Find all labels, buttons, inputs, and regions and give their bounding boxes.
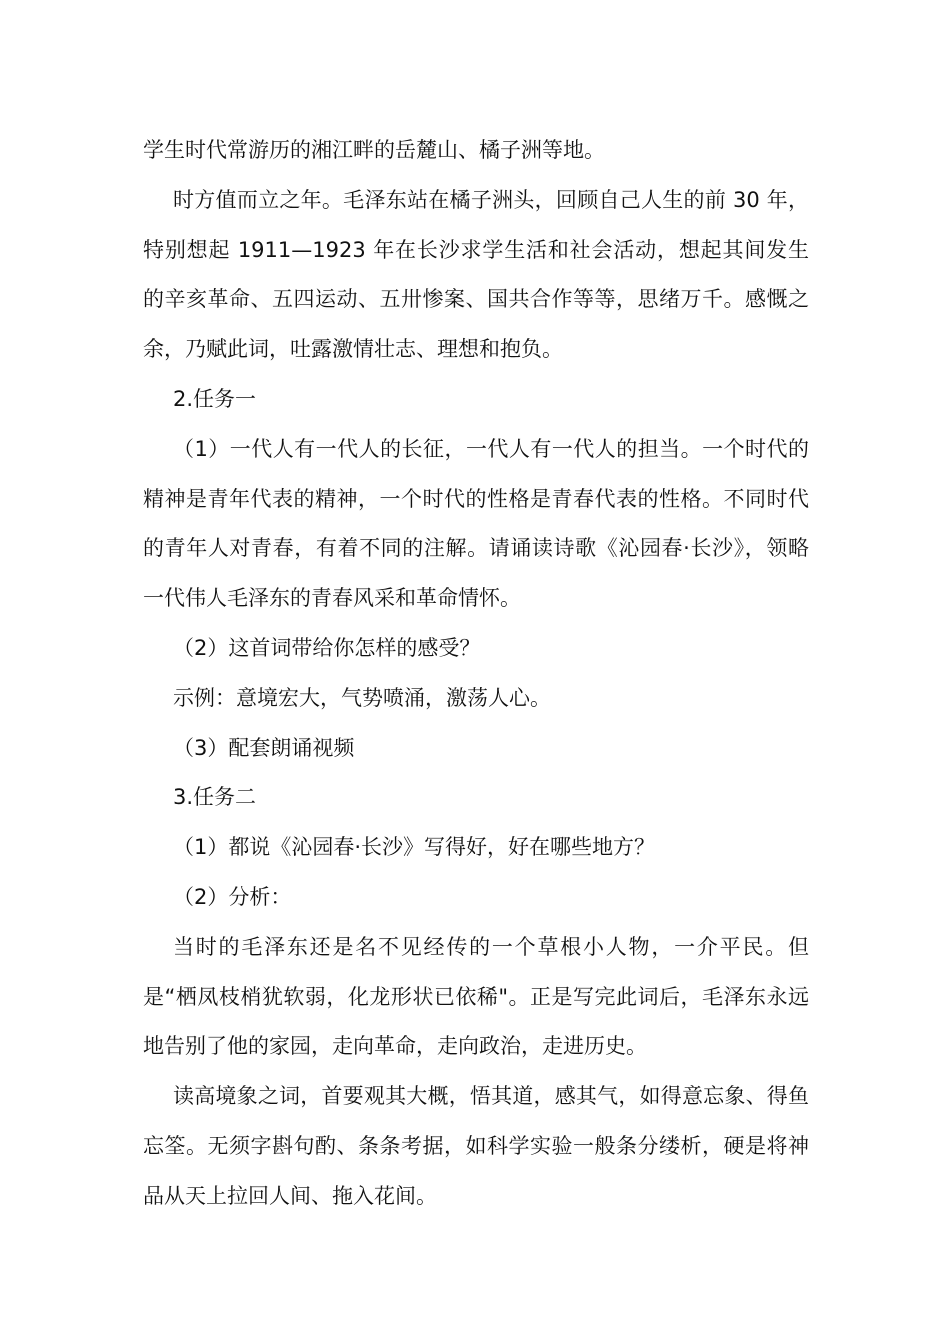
paragraph-7: （3）配套朗诵视频 <box>173 735 355 760</box>
section-heading-task-two: 3.任务二 <box>173 785 257 810</box>
paragraph-5: （2）这首词带给你怎样的感受？ <box>173 635 481 660</box>
paragraph-11: 当时的毛泽东还是名不见经传的一个草根小人物，一介平民。但是“栖凤枝梢犹软弱，化龙形状已依稀"。正是写完此词后，毛泽东永远地告别了他的家园，走向革命，走向政治，走进历史。 <box>143 934 809 1059</box>
paragraph-1: 学生时代常游历的湘江畔的岳麓山、橘子洲等地。 <box>143 138 605 162</box>
section-heading-task-one: 2.任务一 <box>173 386 257 411</box>
paragraph-4: （1）一代人有一代人的长征，一代人有一代人的担当。一个时代的精神是青年代表的精神，一个时代的性格是青春代表的性格。不同时代的青年人对青春，有着不同的注解。请诵读诗歌《沁园春·长沙》，领略一代伟人毛泽东的青春风采和革命情怀。 <box>143 436 809 611</box>
paragraph-9: （1）都说《沁园春·长沙》写得好，好在哪些地方？ <box>173 835 656 860</box>
paragraph-12: 读高境象之词，首要观其大概，悟其道，感其气，如得意忘象、得鱼忘筌。无须字斟句酌、条条考据，如科学实验一般条分缕析，硬是将神品从天上拉回人间、拖入花间。 <box>143 1084 809 1208</box>
document-body <box>143 126 809 1222</box>
paragraph-10: （2）分析： <box>173 884 292 909</box>
paragraph-2: 时方值而立之年。毛泽东站在橘子洲头，回顾自己人生的前 30 年，特别想起 1911—1923 年在长沙求学生活和社会活动，想起其间发生的辛亥革命、五四运动、五卅惨案、国共合作等等，思绪万千。感慨之余，乃赋此词，吐露激情壮志、理想和抱负。 <box>143 187 809 362</box>
paragraph-6: 示例：意境宏大，气势喷涌，激荡人心。 <box>173 685 551 710</box>
